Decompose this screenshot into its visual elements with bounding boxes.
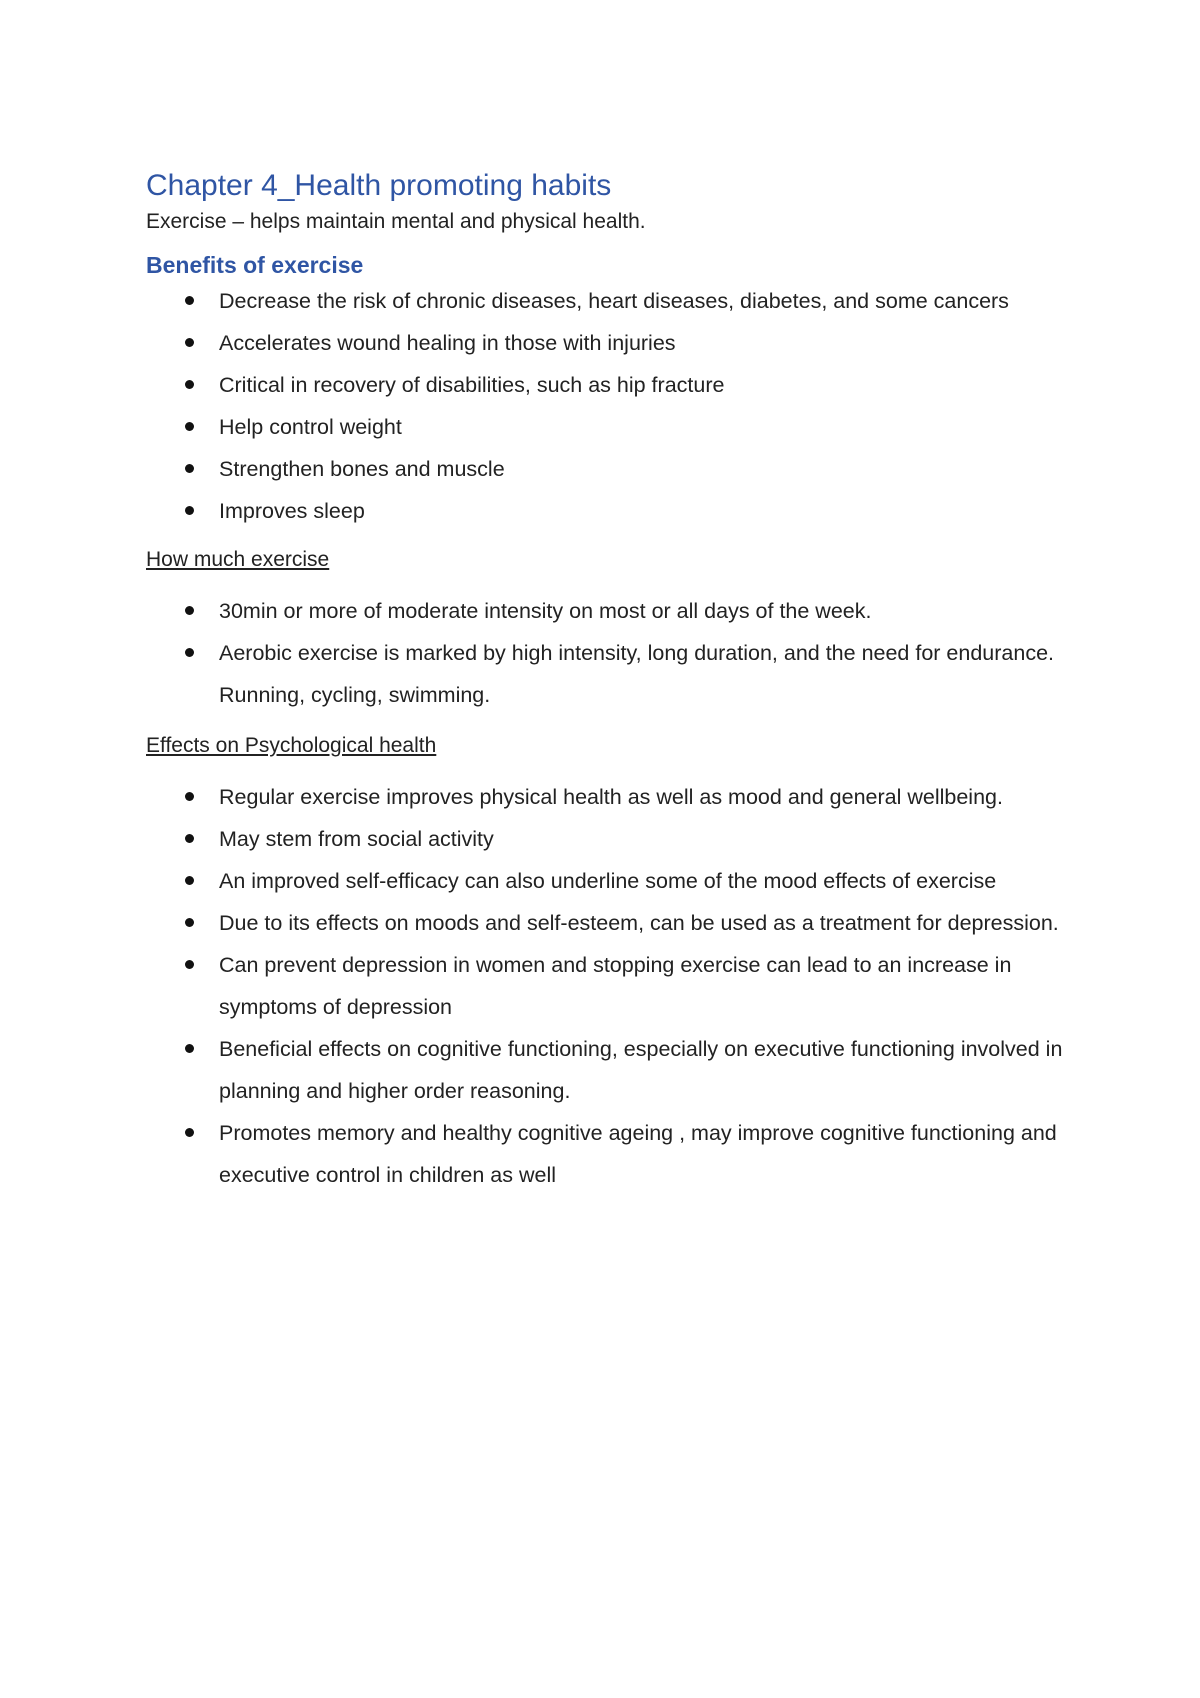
bullet-icon — [185, 338, 194, 347]
list-item — [146, 1112, 1066, 1196]
list-item-text: Regular exercise improves physical health as well as mood and general wellbeing. — [219, 785, 1003, 809]
bullet-icon — [185, 606, 194, 615]
list-item — [146, 490, 1066, 532]
list-item-text: Critical in recovery of disabilities, such as hip fracture — [219, 373, 725, 397]
list-item-text: Aerobic exercise is marked by high intensity, long duration, and the need for endurance. Running, cycling, swimming. — [219, 641, 1055, 707]
list-item-text: Accelerates wound healing in those with injuries — [219, 331, 676, 355]
bullet-icon — [185, 960, 194, 969]
list-item — [146, 776, 1066, 818]
psychological-list — [146, 776, 1066, 1196]
list-item — [146, 280, 1066, 322]
list-item — [146, 448, 1066, 490]
section-heading-benefits: Benefits of exercise — [146, 252, 364, 278]
bullet-icon — [185, 464, 194, 473]
bullet-icon — [185, 876, 194, 885]
list-item — [146, 590, 1066, 632]
list-item-text: May stem from social activity — [219, 827, 494, 851]
section-heading-psychological: Effects on Psychological health — [146, 734, 437, 757]
list-item-text: An improved self-efficacy can also underline some of the mood effects of exercise — [219, 869, 997, 893]
bullet-icon — [185, 422, 194, 431]
list-item — [146, 860, 1066, 902]
list-item-text: Promotes memory and healthy cognitive ageing , may improve cognitive functioning and executive control in children as well — [219, 1121, 1057, 1187]
list-item — [146, 818, 1066, 860]
list-item-text: Improves sleep — [219, 499, 365, 523]
section-heading-how-much: How much exercise — [146, 548, 330, 571]
bullet-icon — [185, 380, 194, 389]
bullet-icon — [185, 296, 194, 305]
bullet-icon — [185, 792, 194, 801]
benefits-list — [146, 280, 1066, 532]
list-item-text: Decrease the risk of chronic diseases, heart diseases, diabetes, and some cancers — [219, 289, 1009, 313]
document-title: Chapter 4_Health promoting habits — [146, 169, 612, 202]
document-page — [146, 168, 1066, 1196]
list-item-text: Strengthen bones and muscle — [219, 457, 505, 481]
list-item-text: Help control weight — [219, 415, 402, 439]
list-item — [146, 902, 1066, 944]
bullet-icon — [185, 834, 194, 843]
list-item — [146, 944, 1066, 1028]
intro-text: Exercise – helps maintain mental and physical health. — [146, 210, 646, 233]
how-much-list — [146, 590, 1066, 716]
list-item-text: Can prevent depression in women and stopping exercise can lead to an increase in symptoms of depression — [219, 953, 1012, 1019]
bullet-icon — [185, 506, 194, 515]
list-item — [146, 322, 1066, 364]
bullet-icon — [185, 648, 194, 657]
list-item — [146, 632, 1066, 716]
list-item-text: 30min or more of moderate intensity on most or all days of the week. — [219, 599, 872, 623]
list-item-text: Due to its effects on moods and self-esteem, can be used as a treatment for depression. — [219, 911, 1059, 935]
list-item — [146, 406, 1066, 448]
list-item — [146, 1028, 1066, 1112]
bullet-icon — [185, 1044, 194, 1053]
bullet-icon — [185, 918, 194, 927]
bullet-icon — [185, 1128, 194, 1137]
list-item-text: Beneficial effects on cognitive functioning, especially on executive functioning involved in planning and higher order reasoning. — [219, 1037, 1063, 1103]
list-item — [146, 364, 1066, 406]
